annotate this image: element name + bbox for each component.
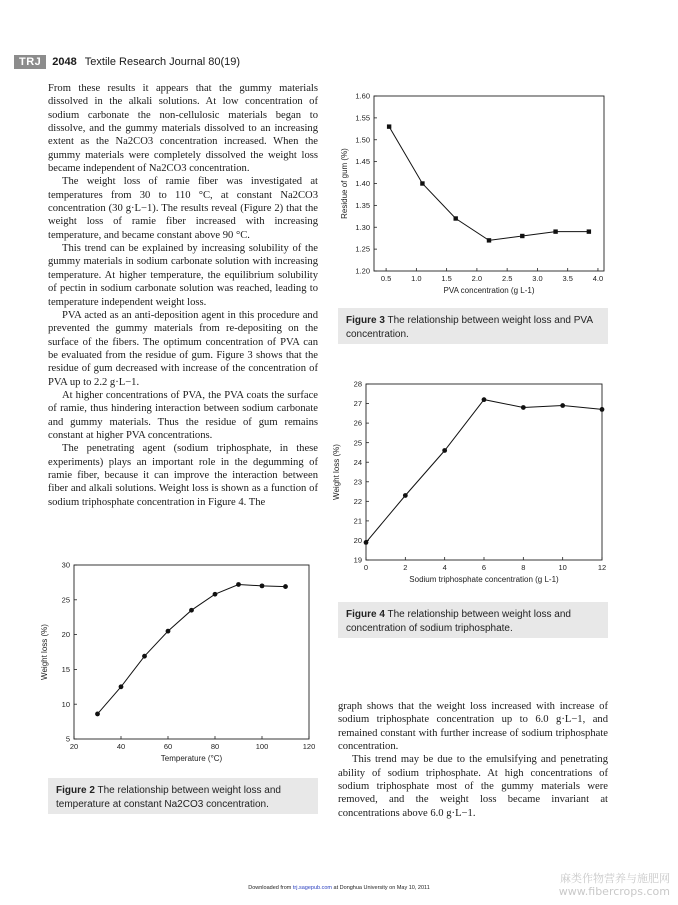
data-point <box>560 403 565 408</box>
data-point <box>260 583 265 588</box>
y-tick-label: 5 <box>65 734 70 744</box>
x-tick-label: 0.5 <box>380 274 392 283</box>
data-point <box>442 448 447 453</box>
y-tick-label: 30 <box>61 560 70 570</box>
data-point <box>387 124 391 128</box>
data-point <box>600 407 605 412</box>
data-point <box>587 229 591 233</box>
data-point <box>364 540 369 545</box>
x-tick-label: 2 <box>403 563 408 572</box>
paragraph: PVA acted as an anti-deposition agent in this procedure and prevented the gummy materials from re-depositing on the surface of the fibers. The optimum concentration of PVA can be evaluated from the residue of gum. Figure 3 shows that the residue of gum decreased with increase of the concentration of PVA up to 2.2 g·L−1. <box>48 309 318 388</box>
x-tick-label: 4 <box>442 563 447 572</box>
y-tick-label: 27 <box>353 399 362 409</box>
y-tick-label: 1.35 <box>355 200 370 210</box>
y-tick-label: 21 <box>353 516 362 526</box>
left-text-column <box>48 82 318 509</box>
data-point <box>236 582 241 587</box>
data-point <box>166 629 171 634</box>
figure-4-chart <box>332 376 612 596</box>
y-tick-label: 20 <box>61 630 70 640</box>
right-text-column <box>338 700 608 820</box>
caption-text: The relationship between weight loss and concentration of sodium triphosphate. <box>346 609 571 634</box>
x-axis-label: PVA concentration (g L-1) <box>443 286 535 295</box>
plot-frame <box>74 565 309 739</box>
footer-prefix: Downloaded from <box>248 885 292 891</box>
x-tick-label: 120 <box>302 742 316 751</box>
caption-label: Figure 4 <box>346 609 385 620</box>
caption-text: The relationship between weight loss and temperature at constant Na2CO3 concentration. <box>56 785 281 810</box>
figure-4-caption <box>338 602 608 638</box>
paragraph: This trend can be explained by increasing solubility of the gummy materials in sodium carbonate solution with increasing temperature. At higher temperature, the equilibrium solubility of pectin in sodium carbonate solution was reached, leading to temperature independent weight loss. <box>48 243 318 308</box>
paragraph: graph shows that the weight loss increased with increase of sodium triphosphate concentration up to 6.0 g·L−1, and remained constant with further increase of sodium triphosphate concentration. <box>338 701 608 753</box>
x-tick-label: 1.0 <box>411 274 422 283</box>
data-point <box>420 181 424 185</box>
running-header <box>14 54 240 70</box>
x-tick-label: 10 <box>558 563 567 572</box>
x-tick-label: 4.0 <box>592 274 604 283</box>
x-tick-label: 3.0 <box>532 274 543 283</box>
data-point <box>454 216 458 220</box>
y-tick-label: 15 <box>61 665 70 674</box>
watermark-line: www.fibercrops.com <box>558 885 670 898</box>
x-tick-label: 2.0 <box>471 274 483 283</box>
caption-label: Figure 2 <box>56 785 95 796</box>
series-line <box>98 585 286 714</box>
y-tick-label: 1.20 <box>355 266 370 276</box>
plot-frame <box>366 384 602 560</box>
x-tick-label: 40 <box>116 742 126 751</box>
y-tick-label: 25 <box>353 438 362 448</box>
x-tick-label: 1.5 <box>441 274 452 283</box>
footer-link[interactable]: trj.sagepub.com <box>292 885 333 891</box>
data-point <box>521 405 526 410</box>
watermark <box>559 872 670 898</box>
paragraph: From these results it appears that the gummy materials dissolved in the alkali solutions. At low concentration of sodium carbonate the non-cellulosic materials began to dissolve, and the gummy materials dissolved to an increasing extent as the Na2CO3 concentration increased. When the gummy materials were completely dissolved the weight loss became independent of Na2CO3 concentration. <box>48 83 318 175</box>
data-point <box>119 684 124 689</box>
y-axis-label: Weight loss (%) <box>40 624 49 680</box>
figure-3-chart <box>332 88 612 303</box>
data-point <box>487 238 491 242</box>
y-tick-label: 10 <box>61 699 70 709</box>
caption-label: Figure 3 <box>346 315 385 326</box>
paragraph: The weight loss of ramie fiber was investigated at temperatures from 30 to 110 °C, at constant Na2CO3 concentration (30 g·L−1). The results reveal (Figure 2) that the weight loss of ramie fiber increased with increasing temperature, and became constant above 90 °C. <box>48 176 318 241</box>
y-tick-label: 1.60 <box>355 91 370 101</box>
x-tick-label: 3.5 <box>562 274 573 283</box>
paragraph: The penetrating agent (sodium triphosphate, in these experiments) plays an important role in the degumming of ramie fiber, because it can improve the interaction between fiber and alkali solutions. Weight loss is shown as a function of sodium triphosphate concentration in Figure 4. The <box>48 443 318 508</box>
footer-suffix: at Donghua University on May 10, 2011 <box>333 885 430 891</box>
data-point <box>189 608 194 613</box>
y-tick-label: 22 <box>353 496 362 506</box>
figure-2-chart <box>42 558 322 773</box>
caption-text: The relationship between weight loss and PVA concentration. <box>346 315 593 340</box>
journal-badge: TRJ <box>14 55 46 69</box>
data-point <box>95 712 100 717</box>
y-axis-label: Weight loss (%) <box>332 444 341 500</box>
y-tick-label: 25 <box>61 595 70 605</box>
y-tick-label: 1.45 <box>355 157 370 167</box>
y-tick-label: 1.55 <box>355 113 370 123</box>
figure-3 <box>332 88 612 303</box>
x-tick-label: 60 <box>163 742 173 751</box>
x-tick-label: 8 <box>521 563 526 572</box>
y-tick-label: 28 <box>353 379 362 389</box>
data-point <box>553 229 557 233</box>
plot-frame <box>374 96 604 271</box>
x-tick-label: 20 <box>69 742 79 751</box>
data-point <box>403 493 408 498</box>
page-number: 2048 <box>52 56 77 68</box>
y-tick-label: 1.25 <box>355 244 370 254</box>
watermark-line: 麻类作物营养与施肥网 <box>560 872 670 885</box>
x-tick-label: 100 <box>255 742 269 751</box>
figure-2-caption <box>48 778 318 814</box>
data-point <box>142 654 147 659</box>
figure-2 <box>42 558 322 773</box>
y-tick-label: 19 <box>353 555 362 565</box>
data-point <box>283 584 288 589</box>
y-axis-label: Residue of gum (%) <box>340 148 349 219</box>
data-point <box>213 592 218 597</box>
y-tick-label: 1.40 <box>355 179 370 189</box>
y-tick-label: 23 <box>353 477 362 487</box>
x-tick-label: 6 <box>481 563 487 572</box>
x-axis-label: Temperature (°C) <box>160 754 223 763</box>
journal-title: Textile Research Journal 80(19) <box>84 56 241 68</box>
figure-4 <box>332 376 612 596</box>
y-tick-label: 1.50 <box>355 135 370 145</box>
paragraph: At higher concentrations of PVA, the PVA coats the surface of ramie, thus hindering interaction between sodium carbonate and gummy materials. Thus the residue of gum remains constant at higher PVA concentrations. <box>48 389 318 441</box>
x-tick-label: 0 <box>363 563 369 572</box>
y-tick-label: 24 <box>353 457 362 467</box>
figure-3-caption <box>338 308 608 344</box>
series-line <box>389 127 589 241</box>
paragraph: This trend may be due to the emulsifying and penetrating ability of sodium triphosphate. At high concentrations of sodium triphosphate most of the gummy materials were removed, and the weight loss became invariant at concentrations above 6.0 g·L−1. <box>338 754 608 819</box>
data-point <box>520 234 524 238</box>
y-tick-label: 26 <box>353 418 362 428</box>
x-tick-label: 2.5 <box>501 274 513 283</box>
data-point <box>482 397 487 402</box>
y-tick-label: 1.30 <box>355 222 370 232</box>
x-tick-label: 80 <box>210 742 220 751</box>
y-tick-label: 20 <box>353 536 362 546</box>
x-tick-label: 12 <box>597 563 607 572</box>
x-axis-label: Sodium triphosphate concentration (g L-1) <box>409 575 559 584</box>
series-line <box>366 400 602 543</box>
